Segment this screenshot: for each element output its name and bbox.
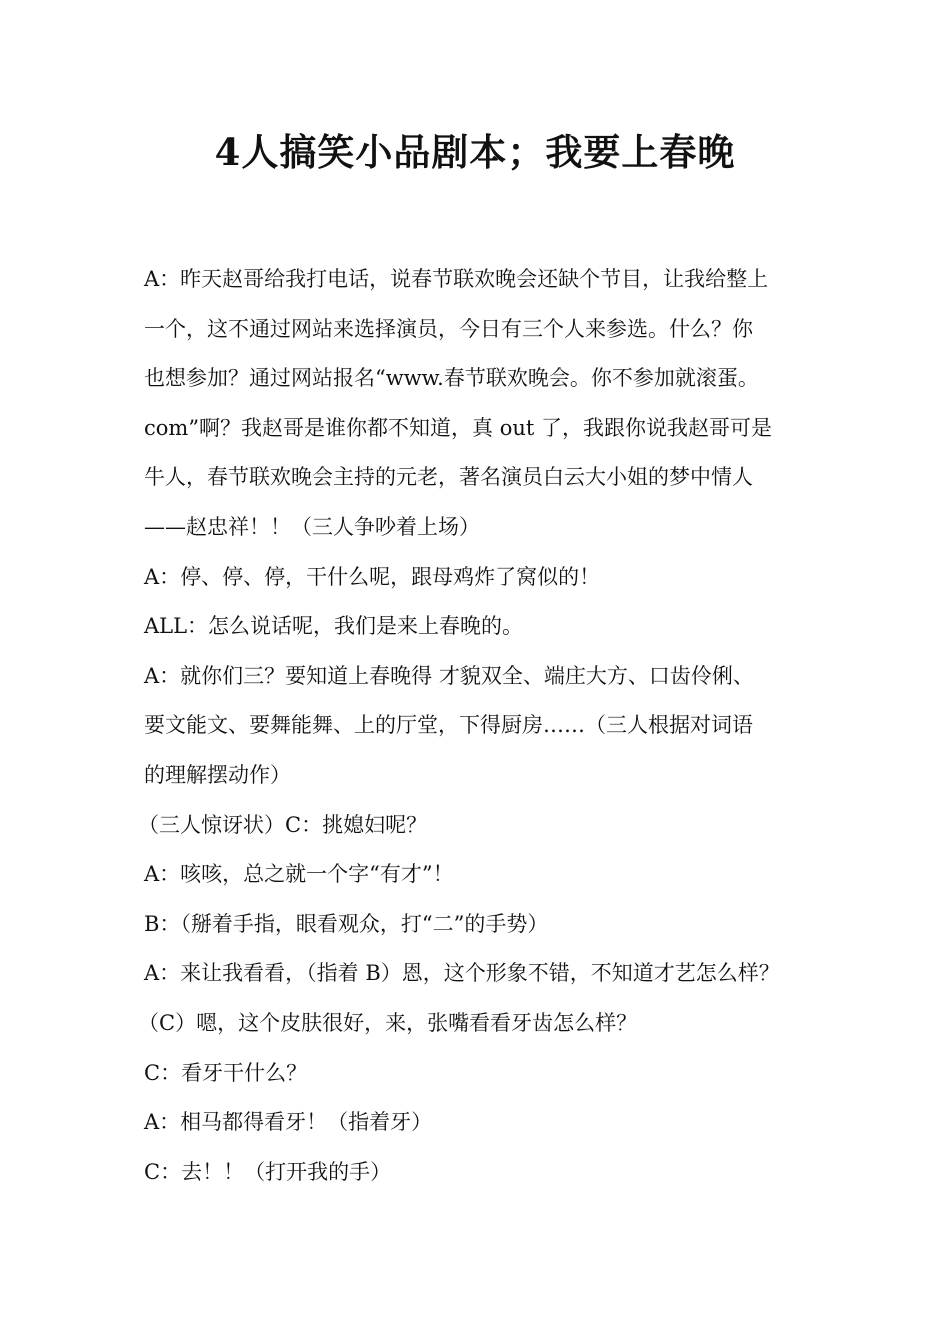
script-line: 的理解摆动作） <box>144 762 291 787</box>
script-line: B：（掰着手指，眼看观众，打“二”的手势） <box>144 911 549 936</box>
script-line: C：看牙干什么？ <box>144 1060 308 1085</box>
script-line: A：咳咳，总之就一个字“有才”！ <box>144 862 454 887</box>
script-line: ALL：怎么说话呢，我们是来上春晚的。 <box>144 614 524 639</box>
script-line: ——赵忠祥！！（三人争吵着上场） <box>144 514 480 539</box>
script-line: 也想参加？通过网站报名“www.春节联欢晚会。你不参加就滚蛋。 <box>144 366 759 391</box>
script-line: A：来让我看看，（指着 B）恩，这个形象不错，不知道才艺怎么样？ <box>144 961 780 986</box>
script-line: A：就你们三？要知道上春晚得 才貌双全、端庄大方、口齿伶俐、 <box>144 663 754 688</box>
script-line: A：昨天赵哥给我打电话，说春节联欢晚会还缺个节目，让我给整上 <box>144 267 769 291</box>
script-line: 牛人，春节联欢晚会主持的元老，著名演员白云大小姐的梦中情人 <box>144 465 753 490</box>
script-line: com”啊？我赵哥是谁你都不知道，真 out 了，我跟你说我赵哥可是 <box>144 415 773 440</box>
script-line: C：去！！（打开我的手） <box>144 1159 392 1184</box>
script-line: A：相马都得看牙！（指着牙） <box>144 1110 433 1135</box>
script-line: （C）嗯，这个皮肤很好，来，张嘴看看牙齿怎么样？ <box>138 1010 638 1035</box>
script-line: 要文能文、要舞能舞、上的厅堂，下得厨房……（三人根据对词语 <box>144 713 753 738</box>
script-line: A：停、停、停，干什么呢，跟母鸡炸了窝似的！ <box>144 564 601 589</box>
script-body <box>138 255 824 1197</box>
document-title: 4人搞笑小品剧本；我要上春晚 <box>214 130 736 174</box>
script-line: 一个，这不通过网站来选择演员，今日有三个人来参选。什么？你 <box>144 316 753 341</box>
script-line: （三人惊讶状）C：挑媳妇呢？ <box>138 812 428 837</box>
